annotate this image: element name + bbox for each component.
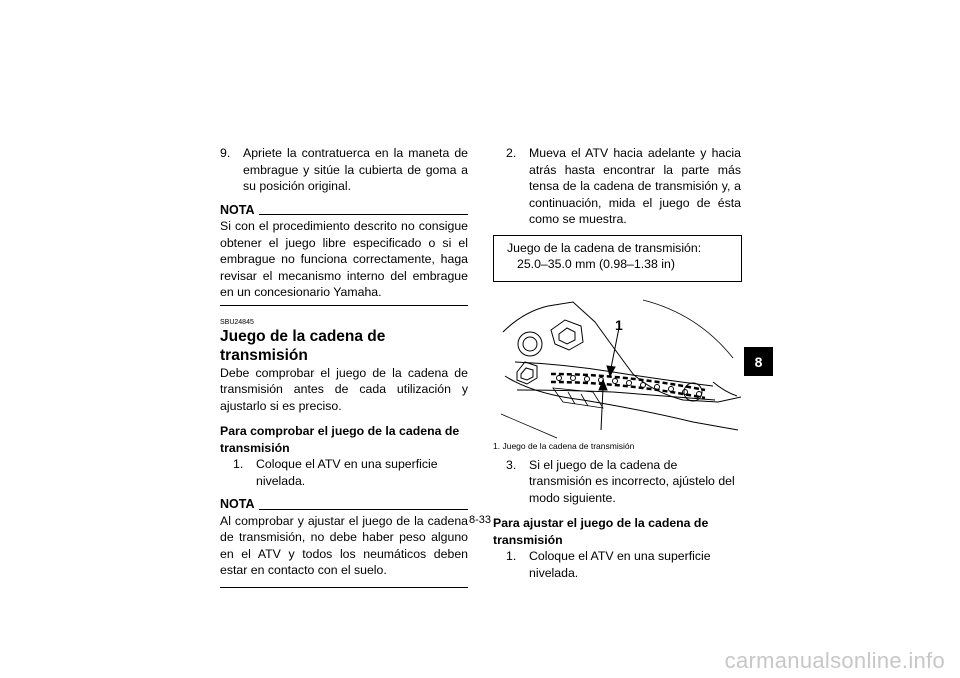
nota-header — [220, 202, 468, 219]
step-2 — [506, 145, 741, 228]
step-9 — [220, 145, 468, 195]
step-text: Apriete la contratuerca en la maneta de embrague y sitúe la cubierta de goma a su posición original. — [243, 146, 468, 193]
page-number: 8-33 — [468, 514, 492, 526]
watermark: carmanualsonline.info — [724, 648, 945, 673]
chapter-tab: 8 — [744, 347, 773, 376]
step-number: 9. — [220, 146, 231, 160]
nota-rule — [259, 509, 469, 510]
nota-text: Si con el procedimiento descrito no consigue obtener el juego libre especificado o si el embrague no funciona correctamente, haga revisar el mecanismo interno del embrague en un concesionario Yamaha. — [220, 219, 468, 299]
nota-rule — [259, 214, 469, 215]
nota-end-rule — [220, 305, 468, 306]
step-number: 1. — [506, 549, 517, 563]
nota-text: Al comprobar y ajustar el juego de la cadena de transmisión, no debe haber peso alguno en el ATV y todos los neumáticos deben estar en contacto con el suelo. — [220, 513, 468, 577]
step-3 — [506, 457, 741, 507]
step-text: Si el juego de la cadena de transmisión es incorrecto, ajústelo del modo siguiente. — [529, 457, 735, 505]
right-column — [493, 145, 741, 581]
section-intro: Debe comprobar el juego de la cadena de transmisión antes de cada utilización y ajustarlo si es preciso. — [220, 365, 468, 413]
spec-value: 25.0–35.0 mm (0.98–1.38 in) — [517, 257, 675, 271]
adjust-heading: Para ajustar el juego de la cadena de transmisión — [493, 516, 709, 547]
check-step-1 — [233, 456, 468, 489]
nota-header — [220, 496, 468, 513]
caption-number: 1. — [493, 440, 501, 451]
section-title: Juego de la cadena de transmisión — [220, 327, 386, 364]
chain-slack-illustration — [493, 292, 741, 440]
section-code: SBU24845 — [220, 318, 254, 326]
step-number: 1. — [233, 457, 244, 471]
spec-box — [493, 235, 742, 282]
left-column — [220, 145, 468, 588]
step-text: Coloque el ATV en una superficie nivelada. — [529, 549, 711, 580]
spec-label: Juego de la cadena de transmisión: — [507, 240, 702, 255]
figure-callout: 1 — [615, 316, 623, 333]
step-text: Mueva el ATV hacia adelante y hacia atrás hasta encontrar la parte más tensa de la cadena de transmisión y, a continuación, mida el juego de ésta como se muestra. — [529, 146, 741, 226]
nota-label: NOTA — [220, 202, 255, 217]
check-heading: Para comprobar el juego de la cadena de transmisión — [220, 424, 460, 455]
figure-caption — [493, 441, 741, 452]
step-number: 3. — [506, 457, 517, 472]
step-text: Coloque el ATV en una superficie nivelada. — [256, 457, 438, 488]
caption-text: Juego de la cadena de transmisión — [502, 440, 635, 451]
nota-end-rule — [220, 587, 468, 588]
step-number: 2. — [506, 146, 517, 160]
nota-label: NOTA — [220, 497, 255, 511]
adjust-step-1 — [506, 548, 741, 581]
